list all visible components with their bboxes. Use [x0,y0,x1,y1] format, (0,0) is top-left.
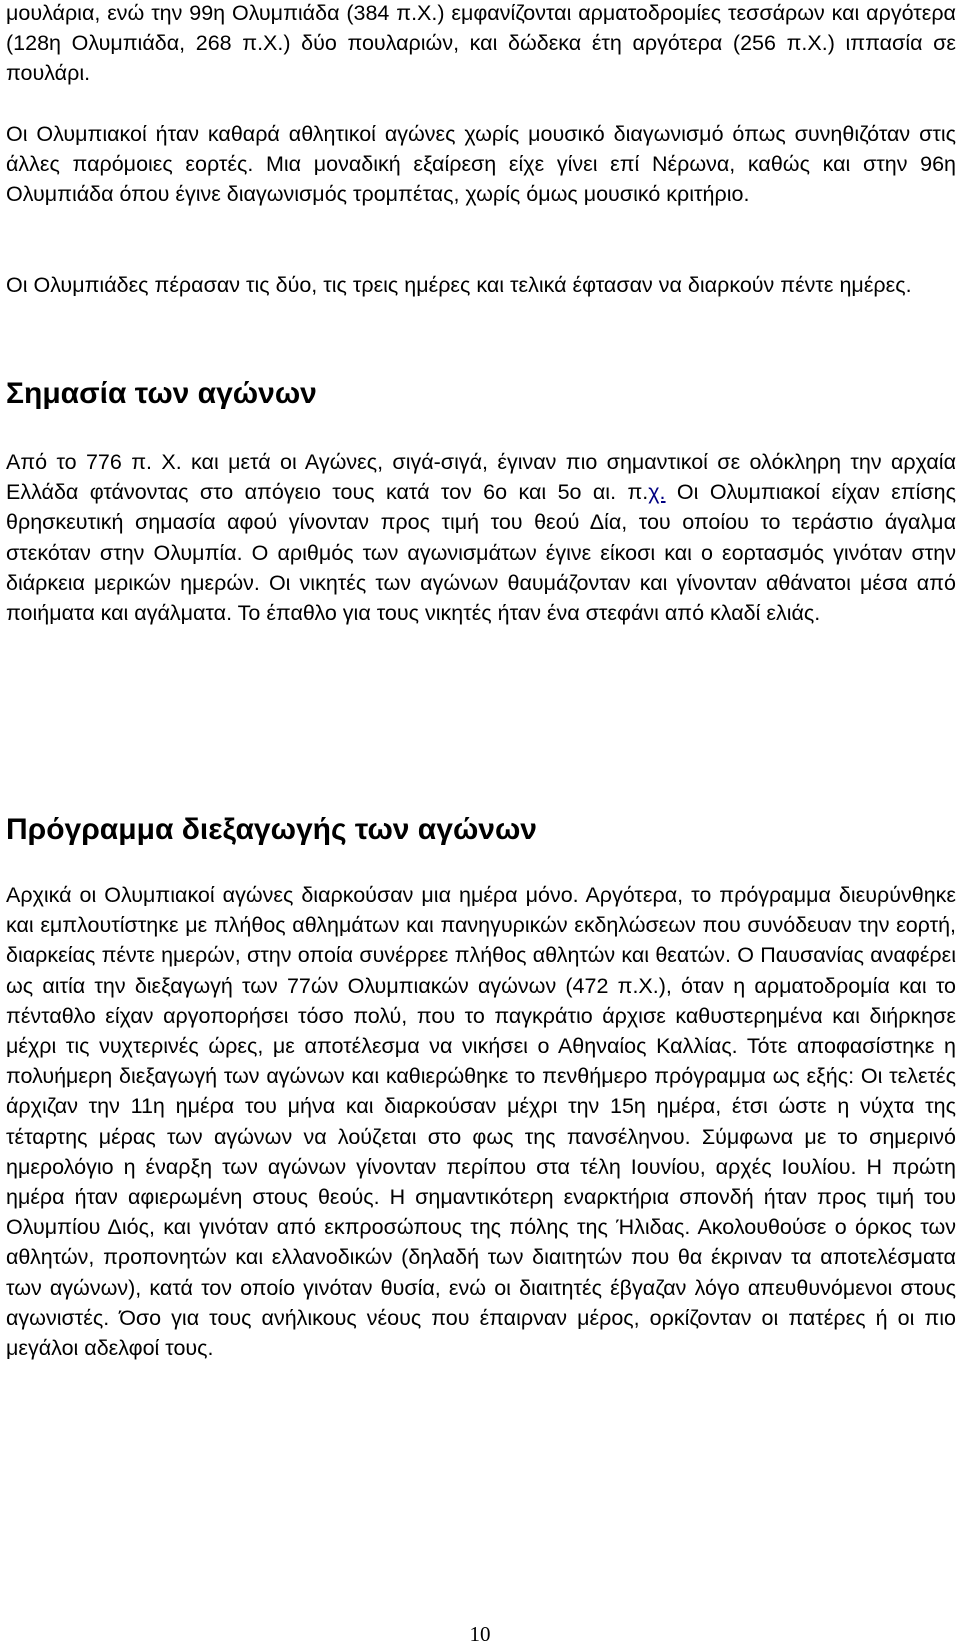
paragraph-athletic-nature: Οι Ολυμπιακοί ήταν καθαρά αθλητικοί αγώνες χωρίς μουσικό διαγωνισμό όπως συνηθιζόταν στις άλλες παρόμοιες εορτές. Μια μοναδική εξαίρεση είχε γίνει επί Νέρωνα, καθώς και στην 96η Ολυμπιάδα όπου έγινε διαγωνισμός τρομπέτας, χωρίς όμως μουσικό κριτήριο. [6,122,956,207]
era-abbreviation-link[interactable]: χ. [648,480,666,505]
heading-schedule: Πρόγραμμα διεξαγωγής των αγώνων [6,813,537,846]
paragraph-chariot-races: μουλάρια, ενώ την 99η Ολυμπιάδα (384 π.Χ.) εμφανίζονται αρματοδρομίες τεσσάρων και αργότερα (128η Ολυμπιάδα, 268 π.Χ.) δύο πουλαριών, και δώδεκα έτη αργότερα (256 π.Χ.) ιππασία σε πουλάρι. [6,1,956,86]
paragraph-significance [6,447,956,628]
page-number: 10 [469,1622,491,1646]
paragraph-schedule: Αρχικά οι Ολυμπιακοί αγώνες διαρκούσαν μια ημέρα μόνο. Αργότερα, το πρόγραμμα διευρύνθηκε και εμπλουτίστηκε με πλήθος αθλημάτων και πανηγυρικών εκδηλώσεων που συνόδευαν την εορτή, διαρκείας πέντε ημερών, στην οποία συνέρρεε πλήθος αθλητών και θεατών. Ο Παυσανίας αναφέρει ως αιτία την διεξαγωγή των 77ών Ολυμπιακών αγώνων (472 π.Χ.), όταν η αρματοδρομία και το πένταθλο είχαν αργοπορήσει τόσο πολύ, που το παγκράτιο άρχισε καθυστερημένα και διήρκησε μέχρι τις νυχτερινές ώρες, με αποτέλεσμα να νικήσει ο Αθηναίος Καλλίας. Τότε αποφασίστηκε η πολυήμερη διεξαγωγή των αγώνων και καθιερώθηκε το πενθήμερο πρόγραμμα ως εξής: Οι τελετές άρχιζαν την 11η ημέρα του μήνα και διαρκούσαν μέχρι την 15η ημέρα, έτσι ώστε η νύχτα της τέταρτης μέρας των αγώνων να λούζεται στο φως της πανσέληνου. Σύμφωνα με το σημερινό ημερολόγιο η έναρξη των αγώνων γίνονταν περίπου στα τέλη Ιουνίου, αρχές Ιουλίου. Η πρώτη ημέρα ήταν αφιερωμένη στους θεούς. Η σημαντικότερη εναρκτήρια σπονδή ήταν προς τιμή του Ολυμπίου Διός, και γινόταν από εκπροσώπους της πόλης της Ήλιδας. Ακολουθούσε ο όρκος των αθλητών, προπονητών και ελλανοδικών (δηλαδή των διαιτητών που θα έκριναν τα αποτελέσματα των αγώνων), κατά τον οποίο γινόταν θυσία, ενώ οι διαιτητές έβγαζαν λόγο απευθυνόμενοι στους αγωνιστές. Όσο για τους ανήλικους νέους που έπαιρναν μέρος, ορκίζονταν οι πατέρες ή οι πιο μεγάλοι αδελφοί τους. [6,883,956,1361]
paragraph-duration: Οι Ολυμπιάδες πέρασαν τις δύο, τις τρεις ημέρες και τελικά έφτασαν να διαρκούν πέντε ημέρες. [6,273,912,297]
heading-significance: Σημασία των αγώνων [6,377,317,410]
significance-text-end: Οι Ολυμπιακοί είχαν επίσης θρησκευτική σημασία αφού γίνονταν προς τιμή του θεού Δία, του οποίου το τεράστιο άγαλμα στεκόταν στην Ολυμπία. Ο αριθμός των αγωνισμάτων έγινε είκοσι και ο εορτασμός γινόταν στην διάρκεια μερικών ημερών. Οι νικητές των αγώνων θαυμάζονταν και γίνονταν αθάνατοι μέσα από ποιήματα και αγάλματα. Το έπαθλο για τους νικητές ήταν ένα στεφάνι από κλαδί ελιάς. [6,480,956,626]
significance-text-start: Από το 776 π. Χ. και μετά οι Αγώνες, σιγά-σιγά, έγιναν πιο σημαντικοί σε ολόκληρη την αρχαία Ελλάδα φτάνοντας στο απόγειο τους κατά τον 6ο και 5ο αι. π. [6,450,956,505]
